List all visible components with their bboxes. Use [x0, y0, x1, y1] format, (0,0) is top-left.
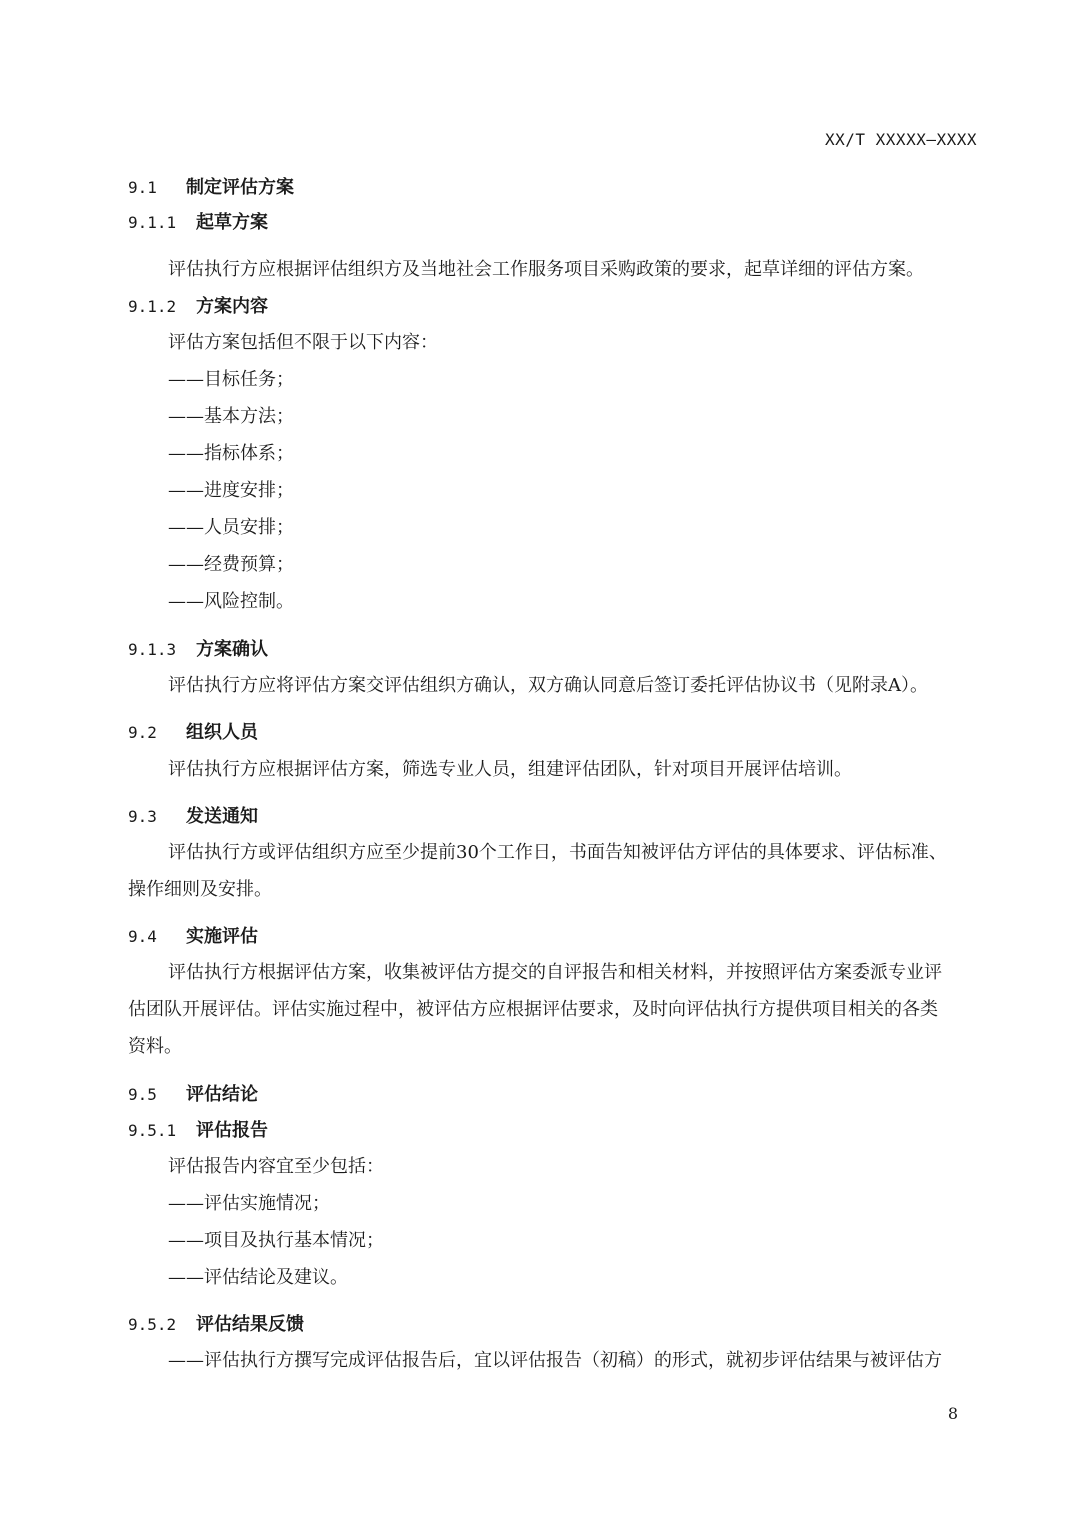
paragraph-line: ——评估执行方撰写完成评估报告后，宜以评估报告（初稿）的形式，就初步评估结果与被评估方: [168, 1350, 942, 1371]
section-9-1-3-heading: [128, 639, 268, 661]
paragraph: 评估执行方应根据评估组织方及当地社会工作服务项目采购政策的要求，起草详细的评估方案。: [168, 259, 924, 280]
list-item: ——目标任务；: [168, 369, 294, 390]
paragraph: 评估执行方应将评估方案交评估组织方确认，双方确认同意后签订委托评估协议书（见附录A）。: [168, 675, 928, 696]
section-number: 9.4: [128, 927, 157, 946]
section-9-3-heading: [128, 806, 258, 828]
list-item: ——评估结论及建议。: [168, 1267, 348, 1288]
list-item: ——项目及执行基本情况；: [168, 1230, 384, 1251]
paragraph-line: 评估执行方或评估组织方应至少提前30个工作日，书面告知被评估方评估的具体要求、评估标准、: [168, 842, 947, 863]
section-title: 制定评估方案: [186, 177, 294, 198]
list-item: ——经费预算；: [168, 554, 294, 575]
section-number: 9.1.3: [128, 640, 177, 659]
section-number: 9.1.1: [128, 213, 177, 232]
section-title: 起草方案: [196, 212, 268, 233]
section-9-1-1-heading: [128, 212, 268, 234]
list-item: ——人员安排；: [168, 517, 294, 538]
section-title: 评估结果反馈: [196, 1314, 304, 1335]
section-9-4-heading: [128, 926, 258, 948]
paragraph: 评估执行方应根据评估方案，筛选专业人员，组建评估团队，针对项目开展评估培训。: [168, 759, 852, 780]
paragraph: 评估方案包括但不限于以下内容：: [168, 332, 438, 353]
section-number: 9.3: [128, 807, 157, 826]
paragraph-line: 估团队开展评估。评估实施过程中，被评估方应根据评估要求，及时向评估执行方提供项目相关的各类: [128, 999, 938, 1020]
paragraph: 评估报告内容宜至少包括：: [168, 1156, 384, 1177]
section-title: 评估结论: [186, 1084, 258, 1105]
section-title: 方案确认: [196, 639, 268, 660]
section-9-5-1-heading: [128, 1120, 268, 1142]
list-item: ——进度安排；: [168, 480, 294, 501]
section-number: 9.2: [128, 723, 157, 742]
section-title: 实施评估: [186, 926, 258, 947]
section-number: 9.5.1: [128, 1121, 177, 1140]
list-item: ——风险控制。: [168, 591, 294, 612]
paragraph-line: 评估执行方根据评估方案，收集被评估方提交的自评报告和相关材料，并按照评估方案委派专业评: [168, 962, 942, 983]
paragraph-line: 资料。: [128, 1036, 182, 1057]
section-number: 9.1: [128, 178, 157, 197]
section-9-5-2-heading: [128, 1314, 304, 1336]
section-title: 评估报告: [196, 1120, 268, 1141]
section-title: 方案内容: [196, 296, 268, 317]
section-9-1-heading: [128, 177, 294, 199]
section-number: 9.5.2: [128, 1315, 177, 1334]
section-9-1-2-heading: [128, 296, 268, 318]
section-9-2-heading: [128, 722, 258, 744]
section-number: 9.1.2: [128, 297, 177, 316]
list-item: ——指标体系；: [168, 443, 294, 464]
page-number: 8: [947, 1404, 958, 1423]
section-title: 组织人员: [186, 722, 258, 743]
document-code: XX/T XXXXX—XXXX: [825, 130, 977, 149]
list-item: ——评估实施情况；: [168, 1193, 330, 1214]
list-item: ——基本方法；: [168, 406, 294, 427]
paragraph-line: 操作细则及安排。: [128, 879, 272, 900]
section-title: 发送通知: [186, 806, 258, 827]
section-number: 9.5: [128, 1085, 157, 1104]
section-9-5-heading: [128, 1084, 258, 1106]
